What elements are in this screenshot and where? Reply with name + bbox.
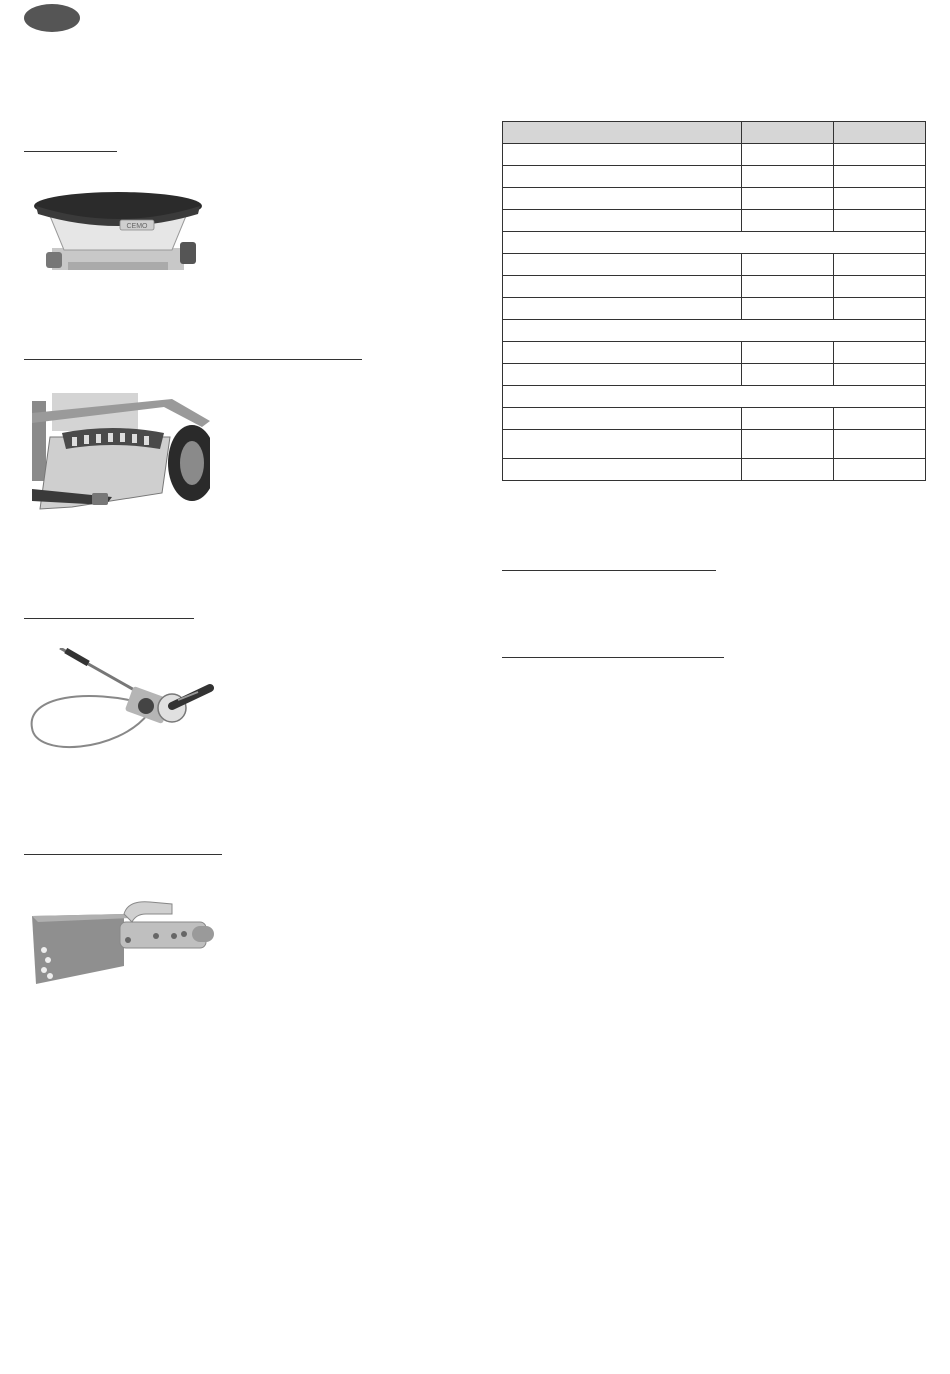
table-row — [503, 459, 926, 481]
table-row — [503, 342, 926, 364]
heading-rule-coupling — [24, 854, 222, 855]
specification-table — [502, 121, 926, 481]
table-header-cell — [503, 122, 742, 144]
table-row — [503, 144, 926, 166]
table-row — [503, 254, 926, 276]
hopper-cover-image — [32, 188, 204, 270]
table-row — [503, 188, 926, 210]
heading-rule-deflector — [24, 359, 362, 360]
table-header-cell — [834, 122, 926, 144]
table-row — [503, 276, 926, 298]
table-row — [503, 430, 926, 459]
language-badge — [24, 4, 80, 32]
table-row — [503, 364, 926, 386]
spread-deflector-image — [32, 393, 210, 513]
table-section-row — [503, 232, 926, 254]
tow-coupling-image — [32, 896, 216, 988]
table-row — [503, 166, 926, 188]
bowden-cable-lever-image — [28, 648, 214, 756]
table-header-cell — [742, 122, 834, 144]
table-row — [503, 408, 926, 430]
heading-rule-cable — [24, 618, 194, 619]
table-section-row — [503, 386, 926, 408]
table-row — [503, 210, 926, 232]
heading-rule-right-2 — [502, 657, 724, 658]
table-section-row — [503, 320, 926, 342]
heading-rule-right-1 — [502, 570, 716, 571]
cemo-logo: CEMO — [126, 223, 148, 230]
table-row — [503, 298, 926, 320]
heading-rule-cover — [24, 151, 117, 152]
table-header-row — [503, 122, 926, 144]
